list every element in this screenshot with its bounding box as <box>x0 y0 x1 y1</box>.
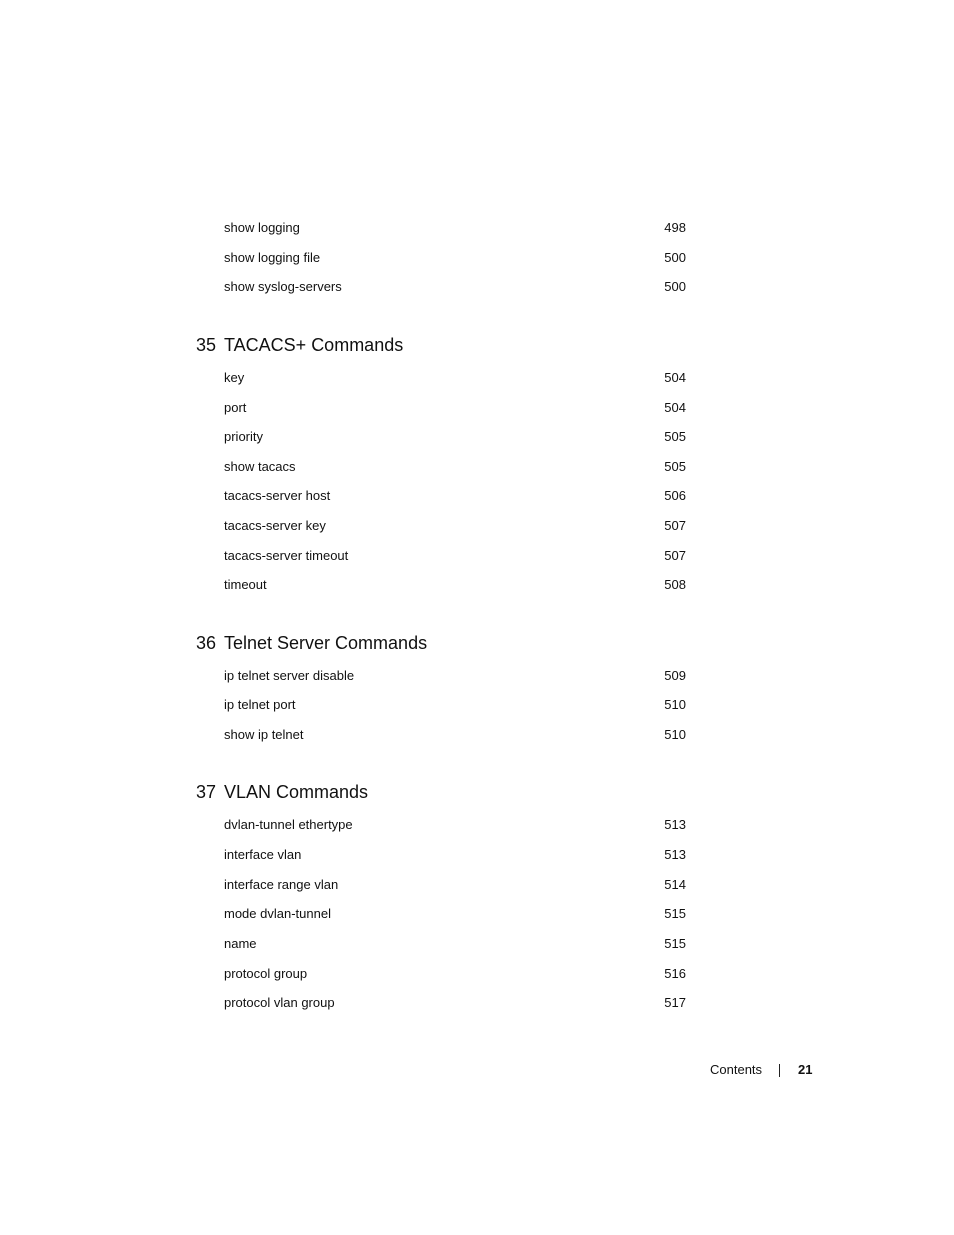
toc-entry-page: 504 <box>664 400 686 415</box>
chapter-number: 37 <box>196 782 217 802</box>
toc-entry-page: 514 <box>664 877 686 892</box>
chapter-title: VLAN Commands <box>224 782 369 802</box>
toc-entry-page: 505 <box>664 459 686 474</box>
toc-entry[interactable] <box>224 277 686 297</box>
toc-entry-label: priority <box>224 429 264 444</box>
toc-entry-label: show logging file <box>224 250 321 265</box>
toc-entry-page: 515 <box>664 936 686 951</box>
toc-entry[interactable] <box>224 398 686 418</box>
toc-entry-label: show syslog-servers <box>224 279 342 294</box>
toc-entry-page: 505 <box>664 429 686 444</box>
toc-entry-page: 506 <box>664 488 686 503</box>
toc-entry-page: 500 <box>664 279 686 294</box>
toc-entry-label: name <box>224 936 257 951</box>
toc-entry-page: 507 <box>664 518 686 533</box>
chapter-title: TACACS+ Commands <box>224 335 404 355</box>
toc-entry[interactable] <box>224 934 686 954</box>
toc-entry-label: timeout <box>224 577 267 592</box>
toc-entry-label: tacacs-server key <box>224 518 326 533</box>
toc-entry-label: show logging <box>224 220 300 235</box>
toc-entry[interactable] <box>224 725 686 745</box>
toc-entry[interactable] <box>224 546 686 566</box>
toc-entry-label: dvlan-tunnel ethertype <box>224 817 353 832</box>
footer-divider <box>779 1064 780 1077</box>
toc-entry-label: interface vlan <box>224 847 302 862</box>
toc-entry-page: 508 <box>664 577 686 592</box>
toc-entry-page: 500 <box>664 250 686 265</box>
toc-entry-page: 517 <box>664 995 686 1010</box>
toc-entry[interactable] <box>224 875 686 895</box>
toc-entry-page: 513 <box>664 847 686 862</box>
toc-entry[interactable] <box>224 904 686 924</box>
toc-entry[interactable] <box>224 993 686 1013</box>
toc-entry[interactable] <box>224 964 686 984</box>
toc-entry-label: protocol vlan group <box>224 995 335 1010</box>
toc-entry[interactable] <box>224 218 686 238</box>
toc-entry[interactable] <box>224 845 686 865</box>
toc-entry[interactable] <box>224 457 686 477</box>
toc-entry[interactable] <box>224 575 686 595</box>
footer-label: Contents <box>710 1062 763 1077</box>
toc-entry-page: 516 <box>664 966 686 981</box>
toc-entry-label: show tacacs <box>224 459 296 474</box>
toc-entry-label: ip telnet server disable <box>224 668 355 683</box>
toc-entry-page: 498 <box>664 220 686 235</box>
toc-entry-page: 515 <box>664 906 686 921</box>
toc-entry-page: 509 <box>664 668 686 683</box>
toc-entry[interactable] <box>224 248 686 268</box>
toc-entry-page: 507 <box>664 548 686 563</box>
toc-entry-label: show ip telnet <box>224 727 304 742</box>
toc-entry-label: tacacs-server timeout <box>224 548 349 563</box>
toc-entry[interactable] <box>224 368 686 388</box>
toc-entry-label: ip telnet port <box>224 697 296 712</box>
toc-entry-label: interface range vlan <box>224 877 339 892</box>
toc-entry-label: key <box>224 370 245 385</box>
toc-entry-page: 510 <box>664 727 686 742</box>
toc-entry-label: port <box>224 400 247 415</box>
toc-entry-label: protocol group <box>224 966 308 981</box>
toc-entry[interactable] <box>224 427 686 447</box>
toc-entry[interactable] <box>224 666 686 686</box>
chapter-number: 36 <box>196 633 217 653</box>
toc-entry-page: 504 <box>664 370 686 385</box>
toc-entry[interactable] <box>224 815 686 835</box>
footer-page-number: 21 <box>798 1062 813 1077</box>
toc-entry[interactable] <box>224 516 686 536</box>
chapter-title: Telnet Server Commands <box>224 633 428 653</box>
toc-entry-label: tacacs-server host <box>224 488 331 503</box>
toc-entry[interactable] <box>224 486 686 506</box>
toc-entry-label: mode dvlan-tunnel <box>224 906 331 921</box>
chapter-number: 35 <box>196 335 217 355</box>
toc-entry-page: 510 <box>664 697 686 712</box>
toc-entry[interactable] <box>224 695 686 715</box>
toc-entry-page: 513 <box>664 817 686 832</box>
